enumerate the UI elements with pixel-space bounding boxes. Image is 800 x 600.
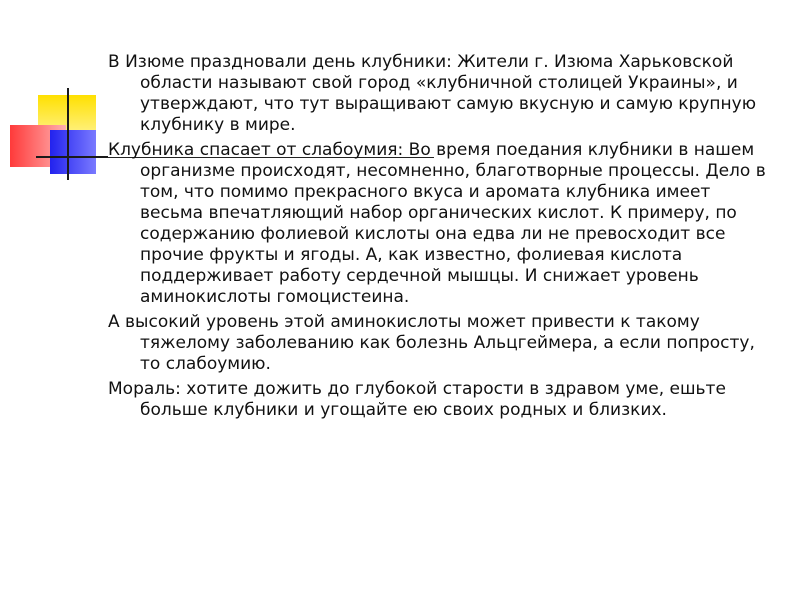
paragraph-moral: Мораль: хотите дожить до глубокой старости в здравом уме, ешьте больше клубники и угощайте ею своих родных и близких. <box>108 379 726 420</box>
blue-square <box>50 130 96 174</box>
paragraph-izyum: В Изюме праздновали день клубники: Жители г. Изюма Харьковской области называют свой город «клубничной столицей Украины», и утверждают, что тут выращивают самую вкусную и самую крупную клубнику в мире. <box>108 52 757 135</box>
text-body <box>108 52 773 425</box>
paragraph-dementia: Клубника спасает от слабоумия: Во время поедания клубники в нашем организме происходят, несомненно, благотворные процессы. Дело в том, что помимо прекрасного вкуса и аромата клубника имеет весьма впечатляющий набор органических кислот. К примеру, по содержанию фолиевой кислоты она едва ли не превосходит все прочие фрукты и ягоды. А, как известно, фолиевая кислота поддерживает работу сердечной мышцы. И снижает уровень аминокислоты гомоцистеина. <box>108 140 766 307</box>
paragraph-alzheimer: А высокий уровень этой аминокислоты может привести к такому тяжелому заболеванию как болезнь Альцгеймера, а если попросту, то слабоумию. <box>108 312 755 374</box>
